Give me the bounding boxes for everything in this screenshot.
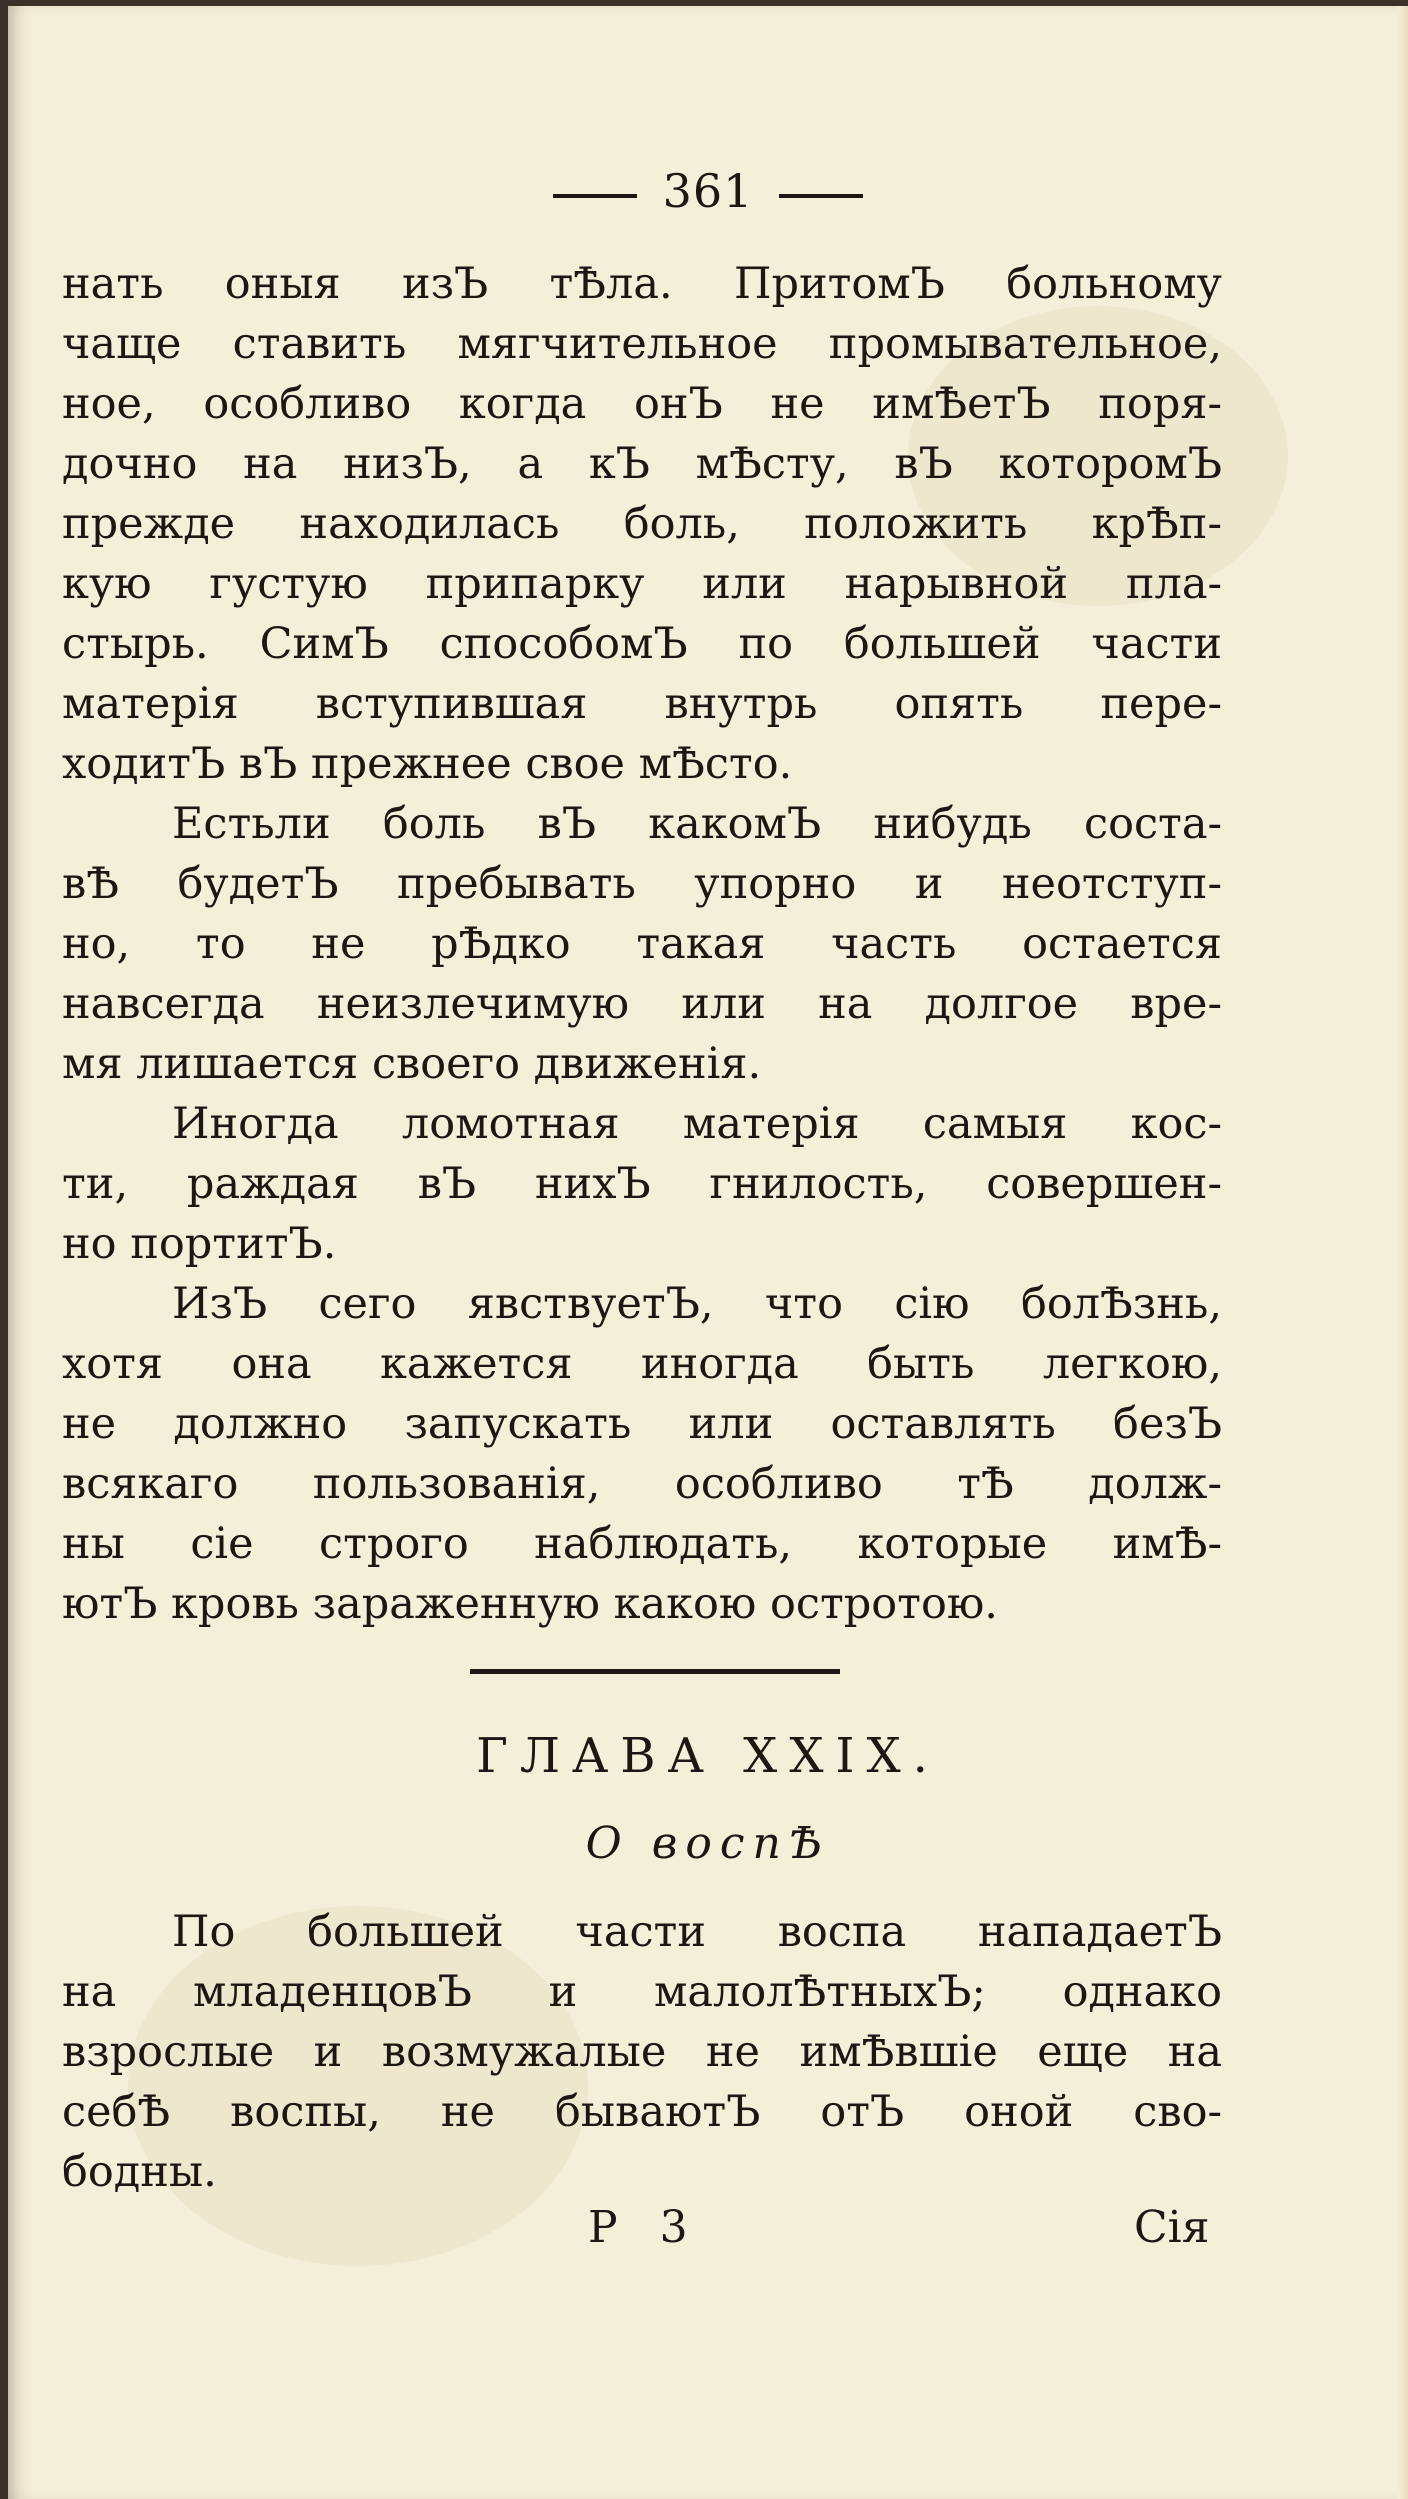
text-line: чаще ставить мягчительное промывательное, (62, 319, 1222, 369)
chapter-subtitle: О воспѢ (585, 1818, 831, 1869)
text-line: стырь. СимЪ способомЪ по большей части (62, 619, 1222, 669)
page-number: 361 (662, 164, 754, 218)
header-dash-left (553, 194, 637, 198)
text-block-1 (62, 254, 1222, 1634)
page-edge (1398, 6, 1408, 2499)
text-line: но портитЪ. (62, 1219, 337, 1269)
text-line: вѢ будетЪ пребывать упорно и неотступ- (62, 859, 1222, 909)
text-line: себѢ воспы, не бываютЪ отЪ оной сво- (62, 2087, 1222, 2137)
header-dash-right (779, 194, 863, 198)
chapter-title: ГЛАВА XXIX. (476, 1728, 940, 1784)
text-line: на младенцовЪ и малолѢтныхЪ; однако (62, 1967, 1222, 2017)
text-line: ны сіе строго наблюдать, которые имѢ- (62, 1519, 1222, 1569)
text-line: кую густую припарку или нарывной пла- (62, 559, 1222, 609)
text-line: матерія вступившая внутрь опять пере- (62, 679, 1222, 729)
text-line: ти, раждая вЪ нихЪ гнилость, совершен- (62, 1159, 1222, 1209)
text-block-2 (62, 1902, 1222, 2202)
text-line: хотя она кажется иногда быть легкою, (62, 1339, 1222, 1389)
text-line: ходитЪ вЪ прежнее свое мѢсто. (62, 739, 793, 789)
text-line: нать оныя изЪ тѢла. ПритомЪ больному (62, 259, 1222, 309)
catchword: Сія (1134, 2202, 1210, 2253)
text-line: не должно запускать или оставлять безЪ (62, 1399, 1222, 1449)
text-line: ИзЪ сего явствуетЪ, что сію болѢзнь, (172, 1279, 1222, 1329)
text-line: По большей части воспа нападаетЪ (172, 1907, 1222, 1957)
text-line: Естьли боль вЪ какомЪ нибудь соста- (172, 799, 1222, 849)
running-header (8, 156, 1408, 226)
text-line: бодны. (62, 2147, 217, 2197)
text-line: Иногда ломотная матерія самыя кос- (172, 1099, 1222, 1149)
text-line: взрослые и возмужалые не имѢвшіе еще на (62, 2027, 1222, 2077)
text-line: дочно на низЪ, а кЪ мѢсту, вЪ которомЪ (62, 439, 1222, 489)
text-line: навсегда неизлечимую или на долгое вре- (62, 979, 1222, 1029)
text-line: мя лишается своего движенія. (62, 1039, 762, 1089)
text-line: ное, особливо когда онЪ не имѢетЪ поря- (62, 379, 1222, 429)
signature-mark: Р 3 (588, 2202, 702, 2253)
text-line: но, то не рѢдко такая часть остается (62, 919, 1222, 969)
section-divider (470, 1669, 840, 1674)
text-line: всякаго пользованія, особливо тѢ долж- (62, 1459, 1222, 1509)
text-line: ютЪ кровь зараженную какою остротою. (62, 1579, 998, 1629)
book-page (8, 6, 1408, 2499)
text-line: прежде находилась боль, положить крѢп- (62, 499, 1222, 549)
